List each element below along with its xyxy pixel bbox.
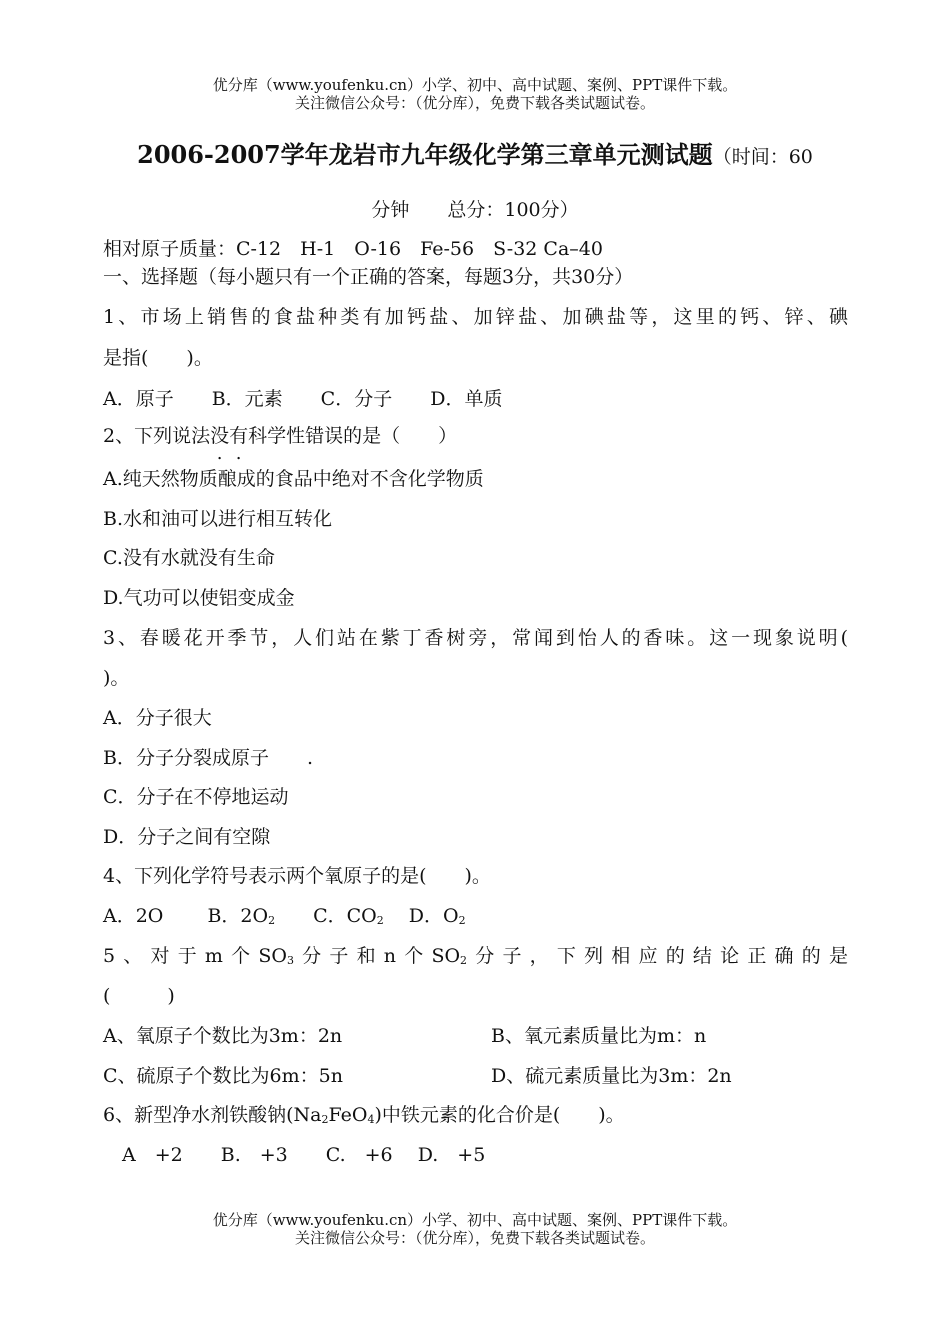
q6-options: A +2 B. +3 C. +6 D. +5 bbox=[103, 1144, 486, 1166]
q4-option-a: A．2O bbox=[103, 905, 164, 927]
q2-stem bbox=[103, 422, 848, 450]
q2-emphasis-1: 没 bbox=[210, 425, 230, 447]
q4-option-d: D．$O_2$ bbox=[408, 905, 466, 927]
q2-option-a: A.纯天然物质酿成的食品中绝对不含化学物质 bbox=[103, 468, 484, 490]
q3-option-a: A．分子很大 bbox=[103, 707, 212, 729]
footer-line-2: 关注微信公众号：（优分库），免费下载各类试题试卷。 bbox=[294, 1229, 655, 1247]
exam-title-line-2: 分钟 总分：100分） bbox=[371, 199, 579, 221]
exam-title bbox=[40, 138, 910, 174]
q4-option-b: B．$2O_2$ bbox=[207, 905, 276, 927]
q2-option-d: D.气功可以使铝变成金 bbox=[103, 587, 295, 609]
q5-options-row-2 bbox=[103, 1062, 848, 1090]
q4-stem: 4、下列化学符号表示两个氧原子的是( )。 bbox=[103, 865, 491, 887]
q3-stem-line-1: 3、春暖花开季节，人们站在紫丁香树旁，常闻到怡人的香味。这一现象说明( bbox=[103, 627, 848, 649]
exam-title-note: （时间：60 bbox=[712, 146, 813, 168]
atomic-mass-line: 相对原子质量：C-12 H-1 O-16 Fe-56 S-32 Ca–40 bbox=[103, 238, 603, 260]
q5-option-c: C、硫原子个数比为6m：5n bbox=[103, 1065, 343, 1087]
q1-stem-line-1: 1、市场上销售的食盐种类有加钙盐、加锌盐、加碘盐等，这里的钙、锌、碘 bbox=[103, 306, 848, 328]
q2-stem-post: 科学性错误的是（ ） bbox=[248, 425, 458, 447]
q5-option-d: D、硫元素质量比为3m：2n bbox=[491, 1065, 732, 1087]
section-1-heading: 一、选择题（每小题只有一个正确的答案，每题3分，共30分） bbox=[103, 266, 634, 288]
q2-option-c: C.没有水就没有生命 bbox=[103, 547, 275, 569]
q2-emphasis-2: 有 bbox=[229, 425, 249, 447]
q5-option-a: A、氧原子个数比为3m：2n bbox=[103, 1025, 343, 1047]
page-footer bbox=[0, 1211, 950, 1247]
q3-stem-line-2: )。 bbox=[103, 667, 130, 689]
q5-options-row-1 bbox=[103, 1022, 848, 1050]
q3-option-b: B．分子分裂成原子 . bbox=[103, 747, 314, 769]
q1-stem-line-2: 是指( )。 bbox=[103, 347, 213, 369]
q5-stem-line-1: 5、对于m个$SO_3$分子和n个$SO_2$分子，下列相应的结论正确的是 bbox=[103, 945, 848, 967]
exam-title-main: 2006-2007学年龙岩市九年级化学第三章单元测试题 bbox=[137, 140, 713, 169]
q6-stem: 6、新型净水剂铁酸钠$(Na_2FeO_4)$中铁元素的化合价是( )。 bbox=[103, 1104, 625, 1126]
page-header bbox=[0, 76, 950, 112]
q5-stem-line-2: ( ) bbox=[103, 985, 175, 1007]
q4-option-c: C．$CO_2$ bbox=[313, 905, 384, 927]
q3-option-d: D．分子之间有空隙 bbox=[103, 826, 271, 848]
q2-stem-pre: 2、下列说法 bbox=[103, 425, 211, 447]
q2-option-b: B.水和油可以进行相互转化 bbox=[103, 508, 333, 530]
header-line-2: 关注微信公众号：（优分库），免费下载各类试题试卷。 bbox=[294, 94, 655, 112]
q3-option-c: C．分子在不停地运动 bbox=[103, 786, 289, 808]
q1-options: A．原子 B．元素 C．分子 D．单质 bbox=[103, 388, 503, 410]
q5-option-b: B、氧元素质量比为m：n bbox=[491, 1025, 707, 1047]
footer-line-1: 优分库（www.youfenku.cn）小学、初中、高中试题、案例、PPT课件下载。 bbox=[212, 1211, 738, 1229]
q4-options bbox=[103, 902, 848, 935]
header-line-1: 优分库（www.youfenku.cn）小学、初中、高中试题、案例、PPT课件下载。 bbox=[212, 76, 738, 94]
